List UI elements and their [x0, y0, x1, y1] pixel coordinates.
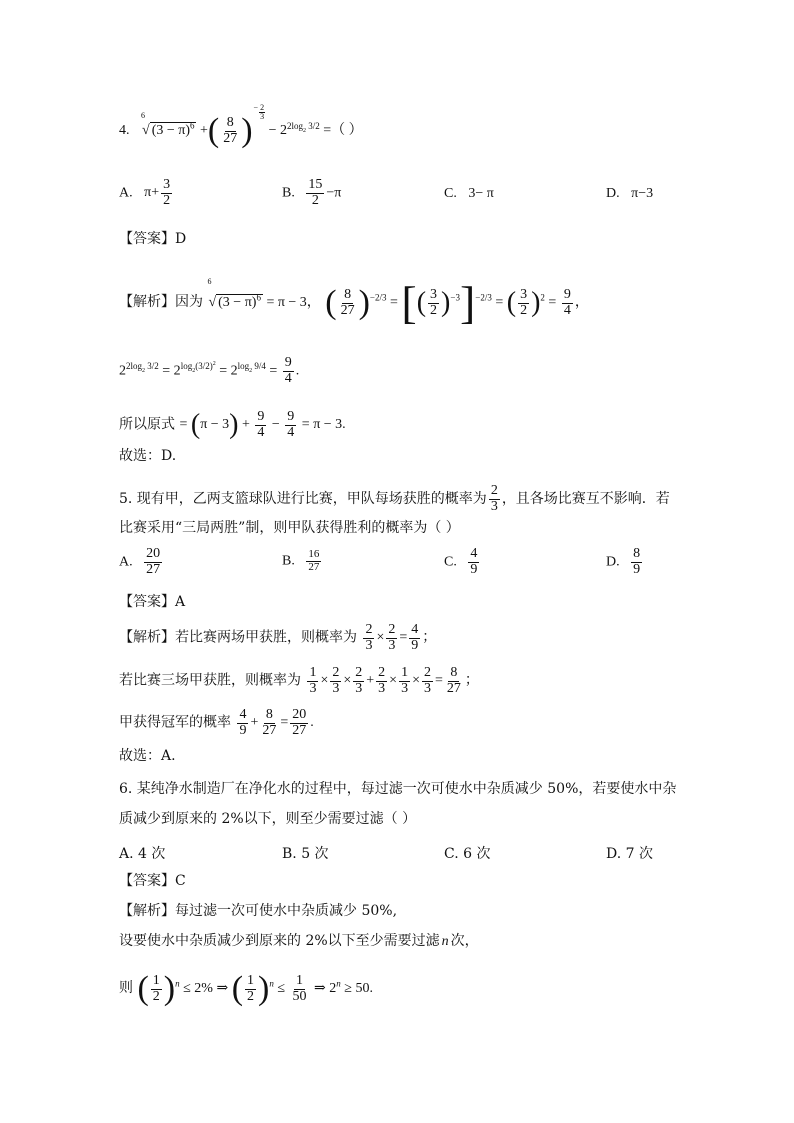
q5-analysis-line3: 甲获得冠军的概率 $\frac{4}{9}$ + $\frac{8}{27}$ = $\frac{20}{27}$ . — [119, 707, 314, 738]
q4-blank: =（ ） — [323, 123, 363, 139]
q4-option-c[interactable]: C. 3− π — [444, 186, 494, 201]
q5-option-d[interactable]: D. $\frac{8}{9}$ — [606, 546, 641, 577]
q6-option-c[interactable]: C. 6 次 — [444, 846, 491, 862]
q6-option-d[interactable]: D. 7 次 — [606, 846, 653, 862]
q6-stem-line2: 质减少到原来的 2%以下，则至少需要过滤（ ） — [119, 811, 417, 827]
q6-stem-line1: 6. 某纯净水制造厂在净化水的过程中，每过滤一次可使水中杂质减少 50%，若要使水中杂 — [119, 781, 677, 797]
q4-option-d[interactable]: D. π−3 — [606, 186, 654, 201]
q5-answer: 【答案】A — [119, 594, 186, 610]
q6-analysis-line1: 【解析】每过滤一次可使水中杂质减少 50%, — [119, 903, 398, 919]
q4-stem — [119, 103, 363, 149]
q5-conclusion: 故选：A. — [119, 748, 176, 764]
q4-analysis-line3: 所以原式 = (π − 3) + $\frac{9}{4}$ − $\frac{9}{4}$ = π − 3. — [119, 409, 346, 441]
q5-analysis-line1: 【解析】若比赛两场甲获胜，则概率为 $\frac{2}{3}$ × $\frac{2}{3}$ = $\frac{4}{9}$ ； — [119, 622, 437, 653]
q4-expression: $^6$√ $(3 - \pi)^6$ +( $\frac{8}{27}$ ) − $\frac{2}{3}$ − $2^{2log_2 3/2}$ — [141, 103, 320, 149]
q5-stem-line1: 5. 现有甲，乙两支篮球队进行比赛，甲队每场获胜的概率为 $\frac{2}{3}$ ，且各场比赛互不影响．若 — [119, 483, 670, 514]
q5-option-a[interactable]: A. $\frac{20}{27}$ — [119, 546, 161, 577]
q4-answer: 【答案】D — [119, 231, 187, 247]
q4-option-a[interactable]: A. π+ $\frac{3}{2}$ — [119, 177, 171, 208]
q5-analysis-line2: 若比赛三场甲获胜，则概率为 $\frac{1}{3}$ × $\frac{2}{3}$ × $\frac{2}{3}$ + $\frac{2}{3}$ × $\frac{1}{3}$ × $\frac{2}{3}$ = $\frac{8}{27}$ ； — [119, 665, 479, 696]
q6-analysis-line2: 设要使水中杂质减少到原来的 2%以下至少需要过滤 n 次， — [119, 933, 479, 949]
q5-option-c[interactable]: C. $\frac{4}{9}$ — [444, 546, 478, 577]
q4-conclusion: 故选：D. — [119, 448, 177, 464]
q4-analysis-line1: 【解析】因为 $^6$√ $(3 - \pi)^6 = \pi - 3$， ( $\frac{8}{27}$ )$^{-2/3}$ = [( $\frac{3}{2}$ )$^{-3}$]$^{-2/3}$ = ( $\frac{3}{2}$ )$^2$ = $\frac{9}{4}$ ， — [119, 277, 589, 328]
q4-analysis-line2: $2^{2log_2 3/2} = 2^{log_2(3/2)^2} = 2^{log_2 9/4}$ = $\frac{9}{4}$ . — [119, 355, 300, 386]
q5-option-b[interactable]: B. $\frac{16}{27}$ — [282, 548, 320, 573]
q6-option-b[interactable]: B. 5 次 — [282, 846, 329, 862]
q6-option-a[interactable]: A. 4 次 — [119, 846, 166, 862]
q5-stem-line2: 比赛采用“三局两胜”制，则甲队获得胜利的概率为（ ） — [119, 520, 460, 536]
q4-option-b[interactable]: B. $\frac{15}{2}$ −π — [282, 177, 342, 208]
q6-answer: 【答案】C — [119, 873, 186, 889]
q4-number: 4. — [119, 123, 130, 139]
q6-analysis-line3: 则 ( $\frac{1}{2}$ )$^n$ ≤ 2% ⇒ ( $\frac{1}{2}$ )$^n$ ≤ $\frac{1}{50}$ ⇒ $2^n \ge 50$. — [119, 970, 373, 1007]
